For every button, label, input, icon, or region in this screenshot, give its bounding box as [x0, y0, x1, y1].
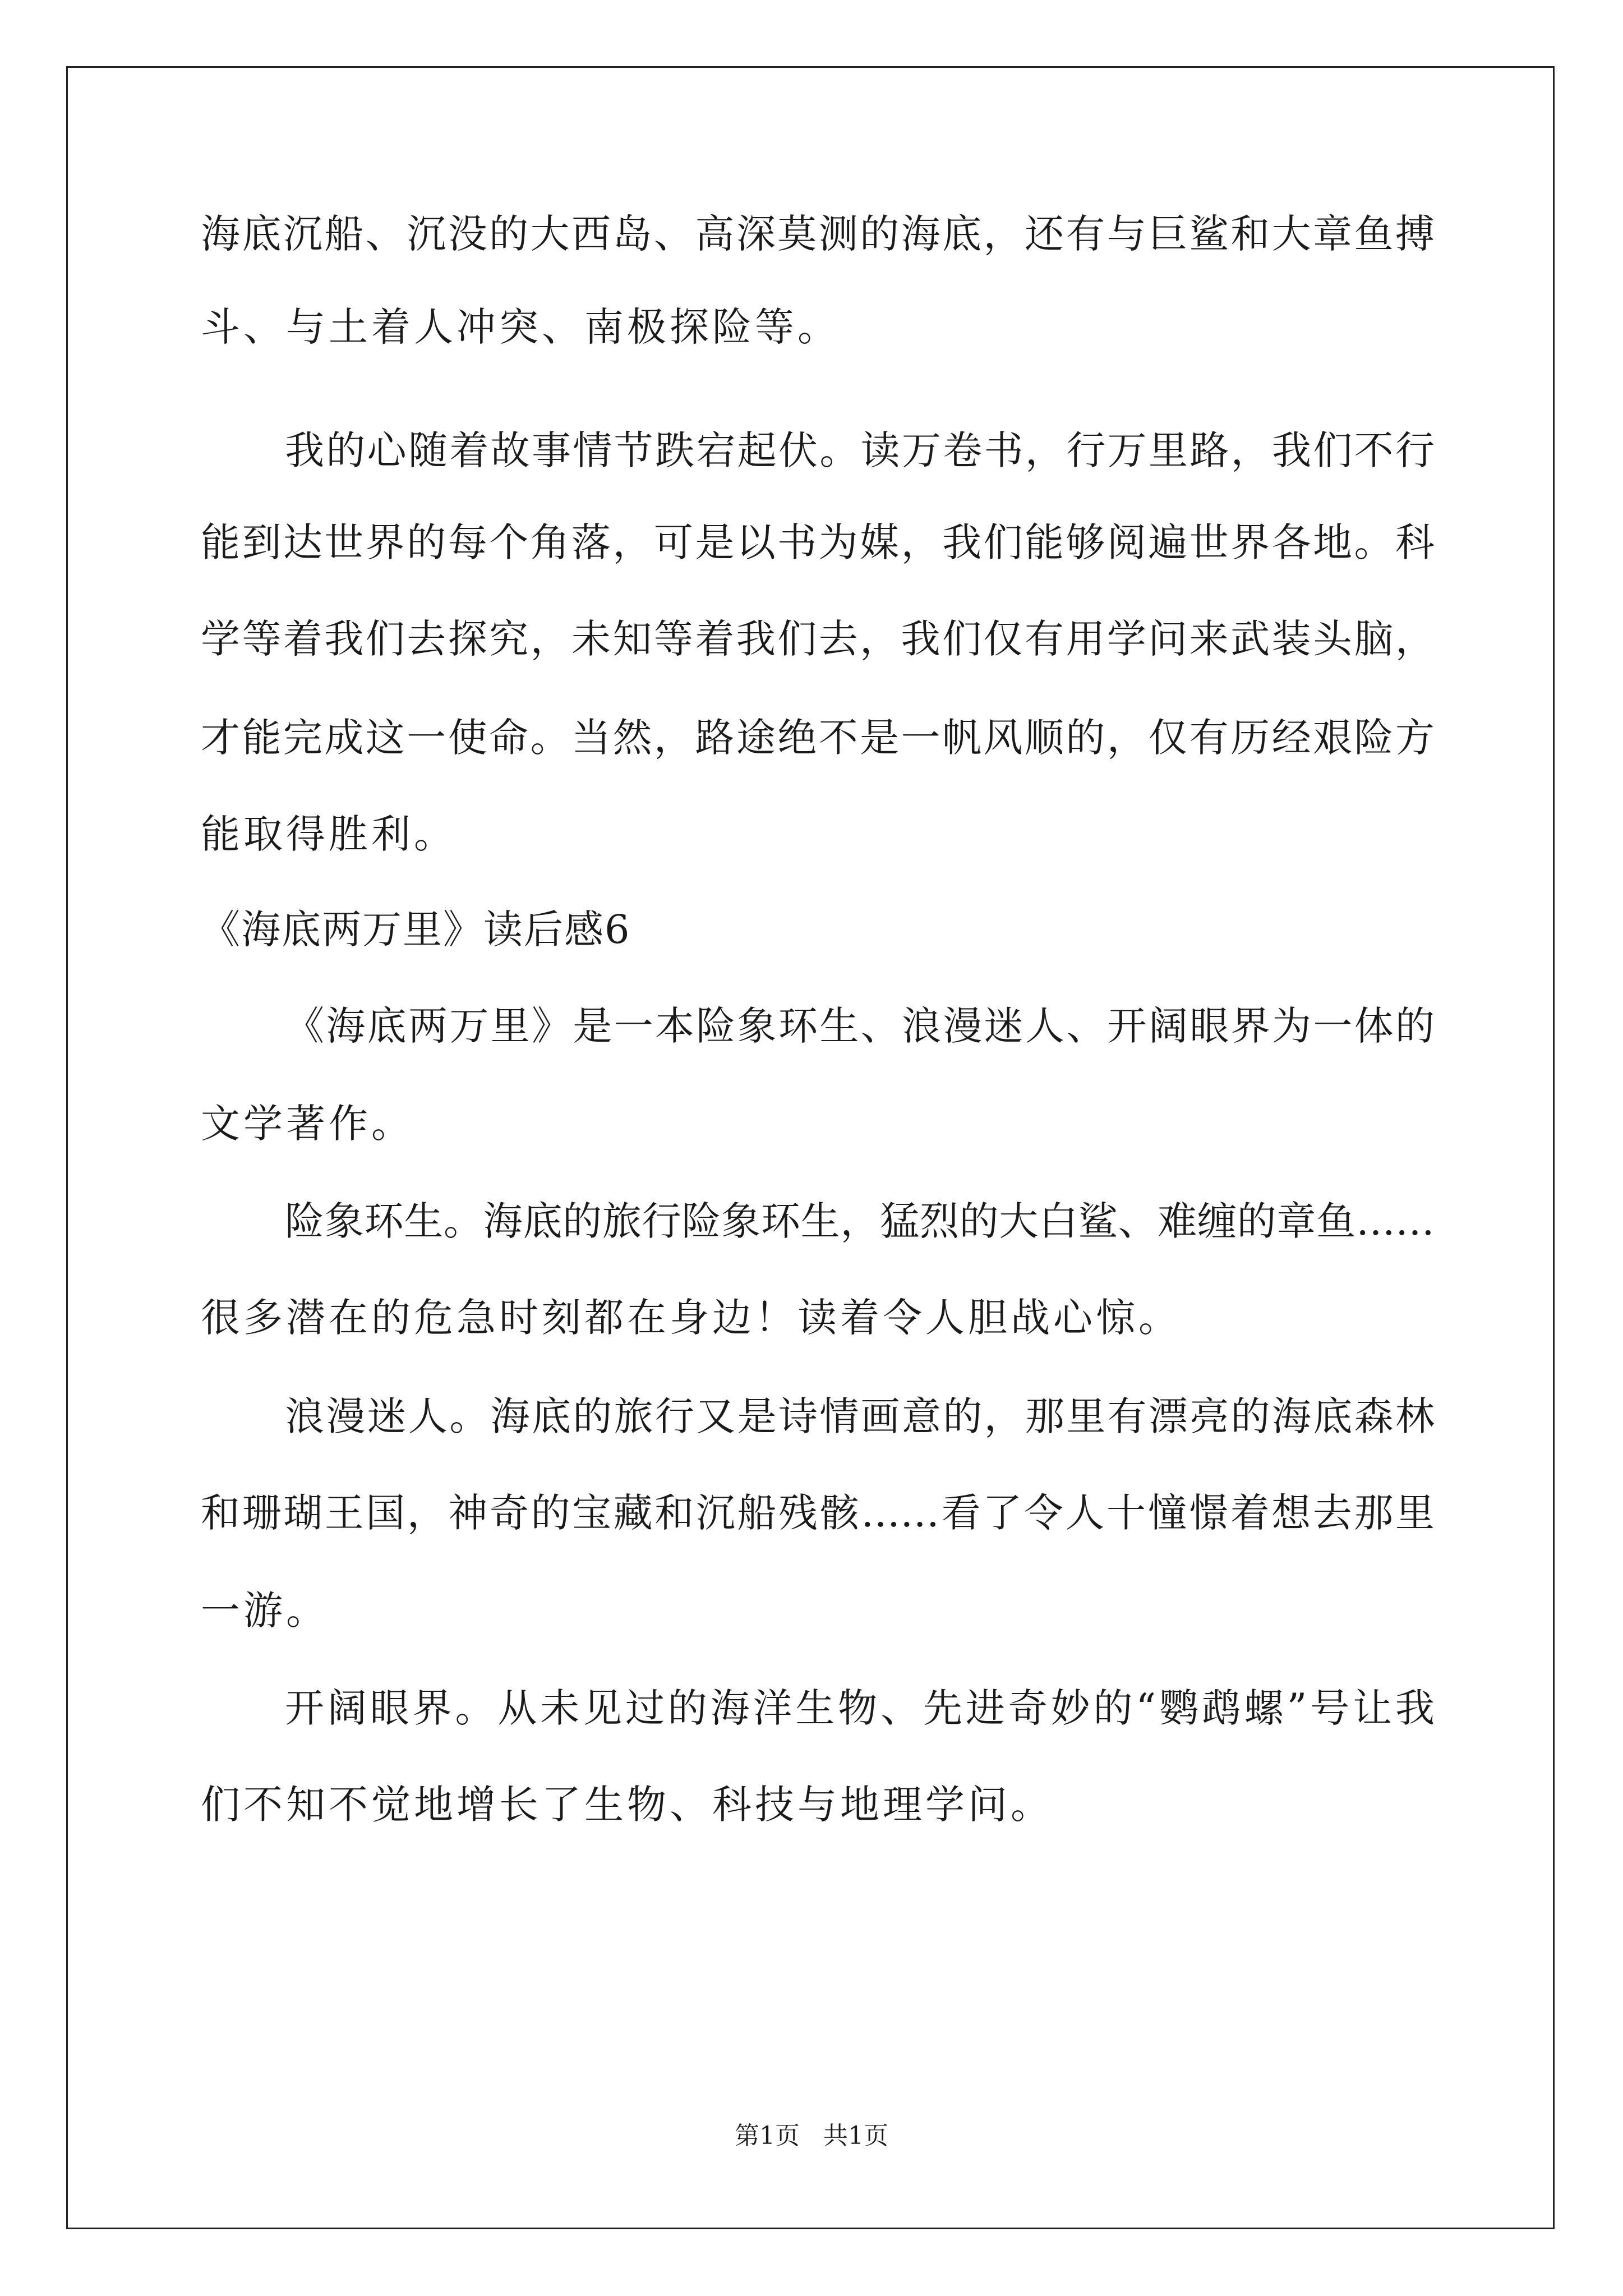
text-line: 学等着我们去探究，未知等着我们去，我们仅有用学问来武装头脑， [201, 616, 1435, 662]
text-line: 浪漫迷人。海底的旅行又是诗情画意的，那里有漂亮的海底森林 [285, 1393, 1435, 1439]
text-line: 开阔眼界。从未见过的海洋生物、先进奇妙的“鹦鹉螺”号让我 [285, 1685, 1435, 1731]
text-line: 我的心随着故事情节跌宕起伏。读万卷书，行万里路，我们不行 [285, 427, 1435, 473]
text-line: 文学著作。 [201, 1101, 414, 1147]
text-line: 险象环生。海底的旅行险象环生，猛烈的大白鲨、难缠的章鱼…… [285, 1198, 1435, 1244]
text-line: 很多潜在的危急时刻都在身边！读着令人胆战心惊。 [201, 1295, 1181, 1341]
text-line: 们不知不觉地增长了生物、科技与地理学问。 [201, 1782, 1053, 1828]
text-line: 能到达世界的每个角落，可是以书为媒，我们能够阅遍世界各地。科 [201, 519, 1435, 565]
text-line: 才能完成这一使命。当然，路途绝不是一帆风顺的，仅有历经艰险方 [201, 715, 1435, 761]
text-line: 能取得胜利。 [201, 811, 457, 857]
text-line: 斗、与土着人冲突、南极探险等。 [201, 304, 840, 350]
text-line: 一游。 [201, 1588, 329, 1634]
page-number-footer: 第1页 共1页 [735, 2122, 888, 2150]
section-heading: 《海底两万里》读后感6 [201, 907, 631, 953]
text-line: 《海底两万里》是一本险象环生、浪漫迷人、开阔眼界为一体的 [285, 1003, 1435, 1049]
text-line: 海底沉船、沉没的大西岛、高深莫测的海底，还有与巨鲨和大章鱼搏 [201, 211, 1435, 257]
text-line: 和珊瑚王国，神奇的宝藏和沉船残骸……看了令人十憧憬着想去那里 [201, 1490, 1435, 1536]
